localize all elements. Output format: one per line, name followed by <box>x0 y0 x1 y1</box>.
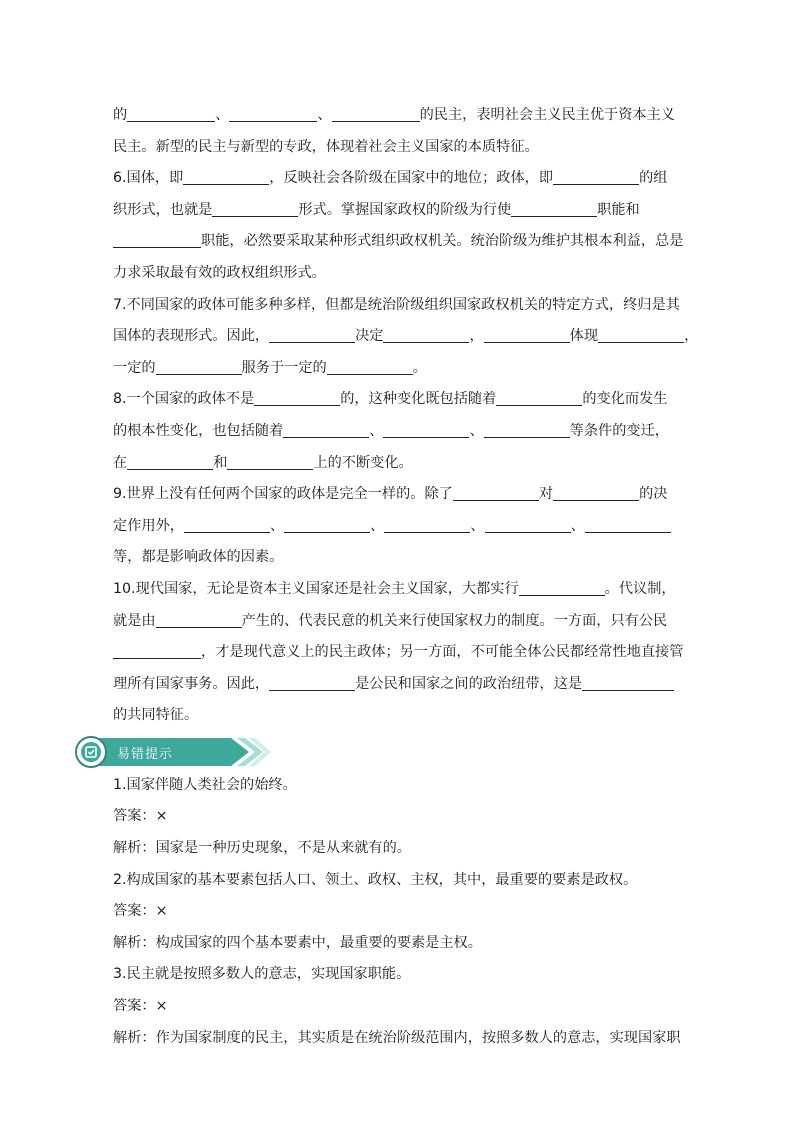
fill-blank <box>384 515 470 533</box>
text-segment: 等条件的变迁， <box>569 422 669 439</box>
text-segment: 决定 <box>355 328 384 345</box>
text-segment: 、 <box>570 517 585 534</box>
q7-line-2 <box>113 321 699 353</box>
text-segment: 国体的表现形式。因此， <box>113 328 270 345</box>
text-segment: 、 <box>370 517 385 534</box>
fill-blank <box>269 325 355 343</box>
fill-blank <box>582 673 674 691</box>
q5-line-1 <box>113 100 685 132</box>
text-segment: ，反映社会各阶级在国家中的地位；政体，即 <box>269 170 554 187</box>
text-segment: 、 <box>369 422 384 439</box>
check-circle-icon <box>83 744 99 760</box>
text-segment: 、 <box>269 517 285 534</box>
text-segment: 的变化而发生 <box>582 391 668 408</box>
q5-line-2: 民主。新型的民主与新型的专政，体现着社会主义国家的本质特征。 <box>113 138 539 155</box>
text-segment: 形式。掌握国家政权的阶级为行使 <box>298 201 512 218</box>
text-segment: 在 <box>113 454 128 471</box>
fill-blank <box>127 452 213 470</box>
text-segment: 10.现代国家，无论是资本主义国家还是社会主义国家，大都实行 <box>113 580 519 597</box>
fill-blank <box>485 515 571 533</box>
fill-blank <box>484 420 570 438</box>
fill-blank <box>156 357 242 375</box>
q6-line-1 <box>113 163 685 195</box>
fill-blank <box>585 515 671 533</box>
q10-line-4 <box>113 669 685 701</box>
fill-blank <box>127 104 215 122</box>
q9-line-1 <box>113 479 685 511</box>
fill-blank <box>598 325 684 343</box>
q9-line-3: 等，都是影响政体的因素。 <box>113 549 284 566</box>
fill-blank <box>229 104 317 122</box>
text-segment: 就是由 <box>113 612 156 629</box>
section-banner <box>73 734 685 770</box>
fill-blank <box>519 578 605 596</box>
text-segment: 。 <box>412 359 427 376</box>
fill-blank <box>383 325 469 343</box>
text-segment: 、 <box>215 107 230 123</box>
text-segment: 。代议制， <box>604 580 676 597</box>
q8-line-1 <box>113 384 685 416</box>
fill-blank <box>113 230 201 248</box>
q10-line-5: 的共同特征。 <box>113 707 199 724</box>
text-segment: 和 <box>213 454 228 471</box>
fill-blank <box>156 610 242 628</box>
text-segment: 对 <box>538 486 554 503</box>
tip-analysis: 解析：国家是一种历史现象，不是从来就有的。 <box>113 840 411 857</box>
text-segment: 的根本性变化，也包括随着 <box>113 422 284 439</box>
text-segment: 的 <box>113 107 128 123</box>
text-segment: 职能，必然要采取某种形式组织政权机关。统治阶级为维护其根本利益，总是 <box>201 233 684 250</box>
tip-answer: 答案：× <box>113 998 168 1015</box>
tip-question: 3.民主就是按照多数人的意志，实现国家职能。 <box>113 966 411 983</box>
q10-line-1 <box>113 574 685 606</box>
fill-blank <box>553 167 639 185</box>
text-segment: 职能和 <box>597 201 640 218</box>
q10-line-3 <box>113 637 685 669</box>
q6-line-2 <box>113 195 685 227</box>
text-segment: 9.世界上没有任何两个国家的政体是完全一样的。除了 <box>113 486 453 503</box>
q9-line-2 <box>113 511 685 543</box>
tip-answer: 答案：× <box>113 903 168 920</box>
text-segment: ，才是现代意义上的民主政体；另一方面，不可能全体公民都经常性地直接管 <box>201 644 684 661</box>
text-segment: 6.国体，即 <box>113 170 184 187</box>
fill-blank <box>212 199 298 217</box>
fill-blank <box>383 420 469 438</box>
text-segment: 的民主，表明社会主义民主优于资本主义 <box>419 107 675 123</box>
fill-blank <box>254 388 340 406</box>
text-segment: 、 <box>317 107 332 123</box>
fill-blank <box>269 673 355 691</box>
text-segment: 理所有国家事务。因此， <box>113 675 270 692</box>
fill-blank <box>484 325 570 343</box>
fill-blank <box>283 420 369 438</box>
text-segment: ， <box>469 328 484 345</box>
tip-question: 1.国家伴随人类社会的始终。 <box>113 776 297 793</box>
text-segment: 的，这种变化既包括随着 <box>340 391 497 408</box>
q6-line-3 <box>113 226 685 258</box>
text-segment: 织形式，也就是 <box>113 201 213 218</box>
fill-blank <box>227 452 313 470</box>
text-segment: 一定的 <box>113 359 156 376</box>
tip-question: 2.构成国家的基本要素包括人口、领土、政权、主权，其中，最重要的要素是政权。 <box>113 871 638 888</box>
banner-label: 易错提示 <box>117 746 174 762</box>
fill-blank <box>453 483 539 501</box>
text-segment: 、 <box>469 422 484 439</box>
text-segment: 的组 <box>639 170 668 187</box>
fill-blank <box>284 515 370 533</box>
q7-line-1: 7.不同国家的政体可能多种多样，但都是统治阶级组织国家政权机关的特定方式，终归是其 <box>113 296 680 313</box>
q8-line-3 <box>113 448 685 480</box>
text-segment: 体现 <box>569 328 599 345</box>
text-segment: 的决 <box>639 486 668 503</box>
text-segment: 定作用外， <box>113 517 184 534</box>
fill-blank <box>113 641 201 659</box>
fill-blank <box>511 199 597 217</box>
q6-line-4: 力求采取最有效的政权组织形式。 <box>113 264 326 281</box>
tip-analysis: 解析：作为国家制度的民主，其实质是在统治阶级范围内，按照多数人的意志，实现国家职 <box>113 1029 681 1046</box>
q8-line-2 <box>113 416 685 448</box>
text-segment: 是公民和国家之间的政治纽带，这是 <box>355 675 583 692</box>
text-segment: 、 <box>470 517 485 534</box>
fill-blank <box>327 357 413 375</box>
fill-blank <box>183 167 269 185</box>
fill-blank <box>184 515 270 533</box>
text-segment: 上的不断变化。 <box>313 454 413 471</box>
text-segment: 产生的、代表民意的机关来行使国家权力的制度。一方面，只有公民 <box>241 612 668 629</box>
text-segment: 服务于一定的 <box>241 359 327 376</box>
fill-blank <box>332 104 420 122</box>
content-body <box>113 100 699 1054</box>
tip-answer: 答案：× <box>113 808 168 825</box>
q10-line-2 <box>113 606 685 638</box>
text-segment: ， <box>684 328 699 345</box>
fill-blank <box>496 388 582 406</box>
q7-line-3 <box>113 353 685 385</box>
tip-analysis: 解析：构成国家的四个基本要素中，最重要的要素是主权。 <box>113 934 482 951</box>
text-segment: 8.一个国家的政体不是 <box>113 391 255 408</box>
fill-blank <box>553 483 639 501</box>
